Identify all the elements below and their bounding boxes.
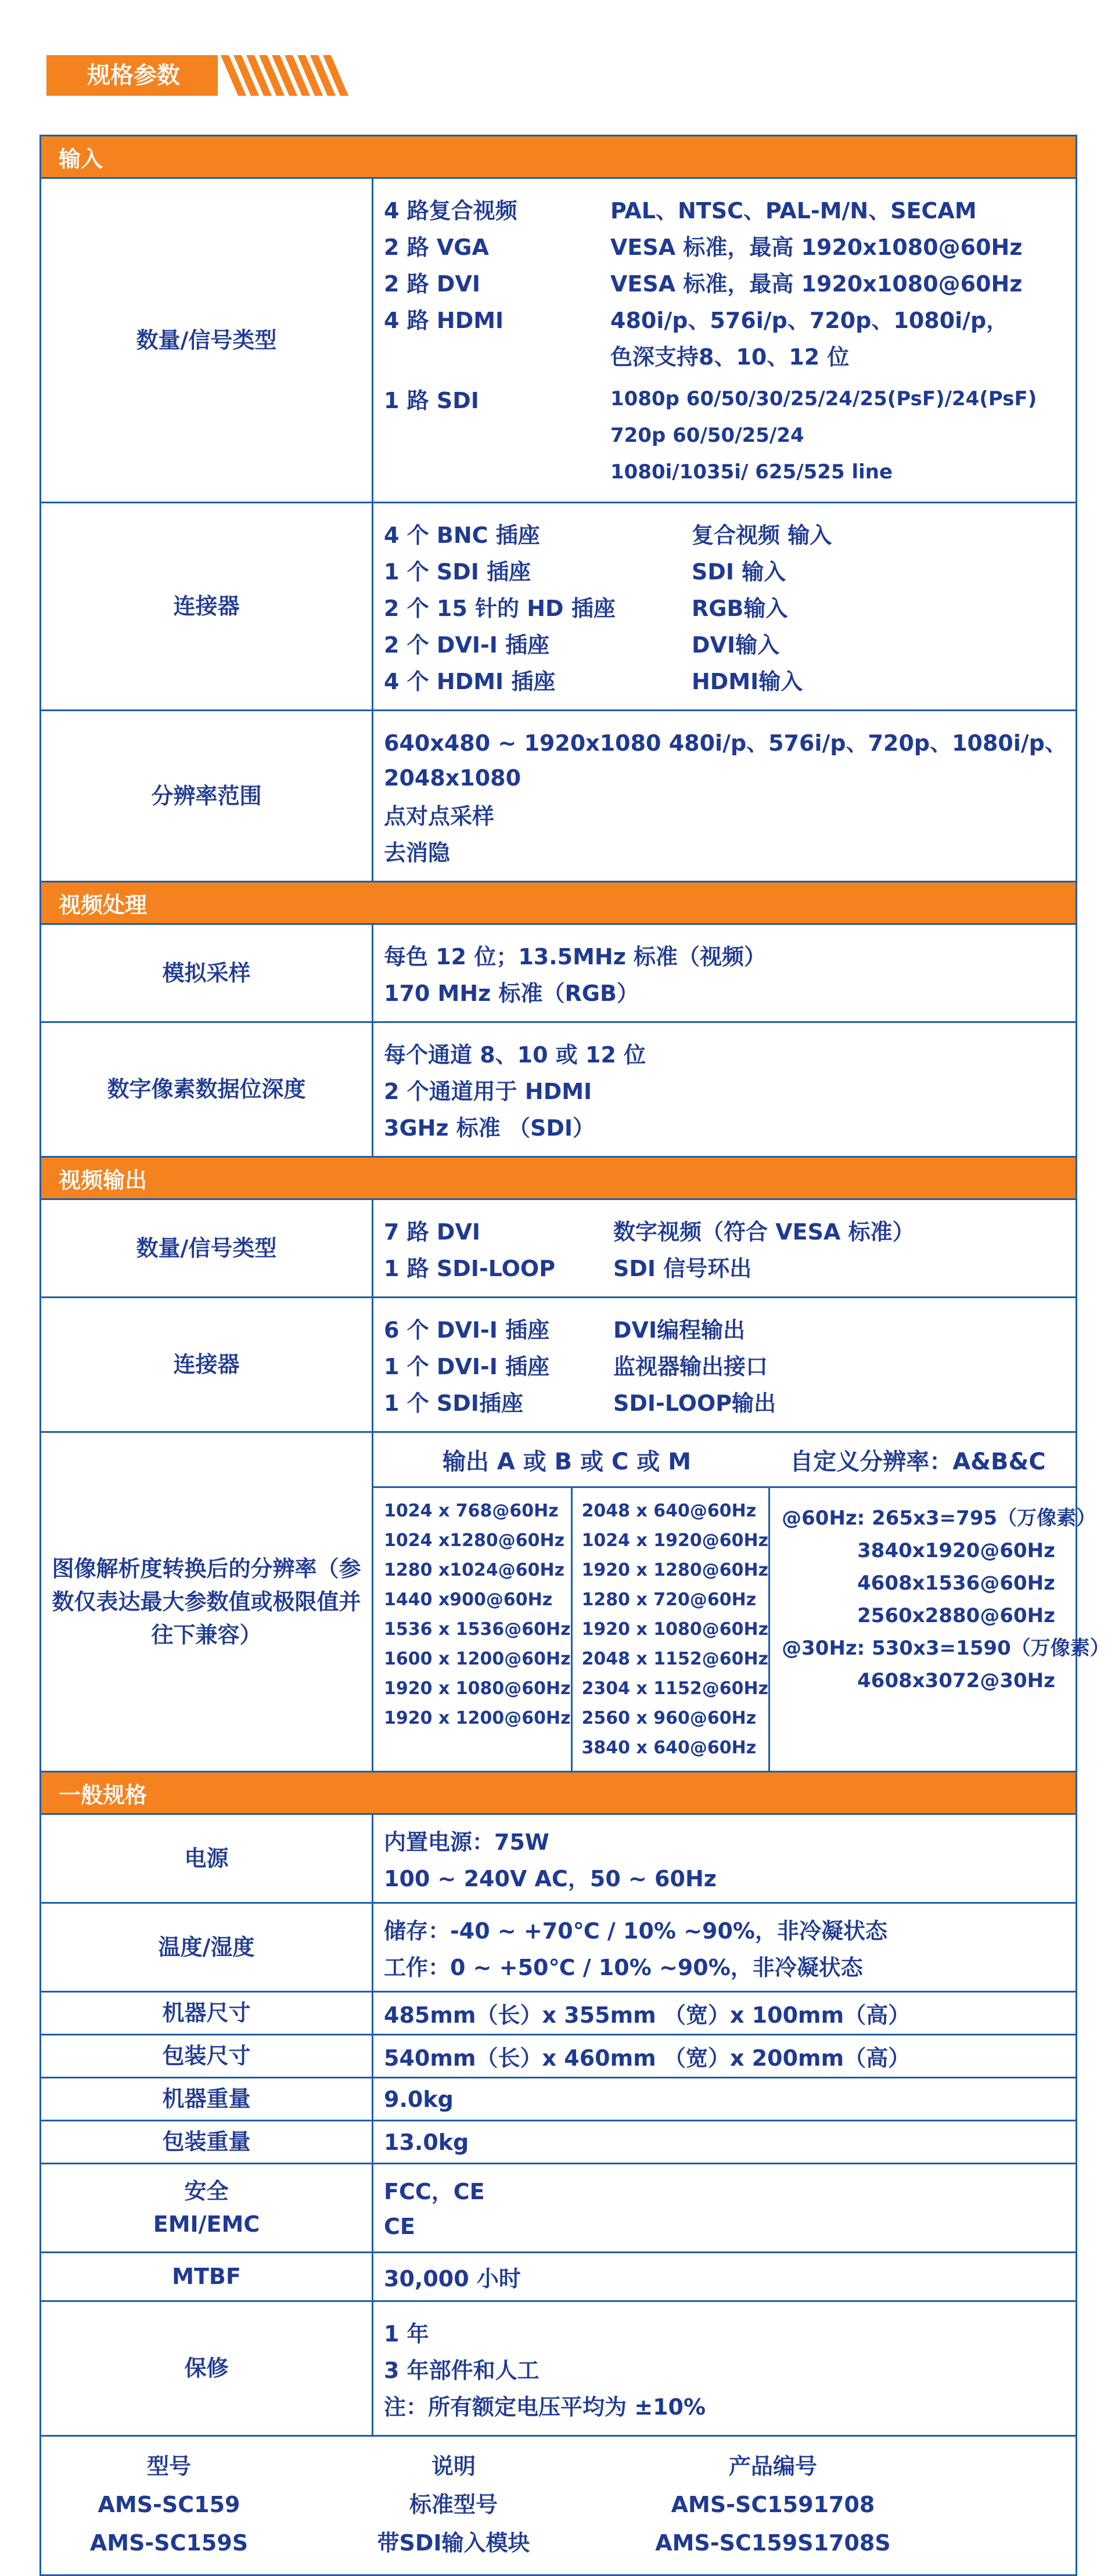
models-row bbox=[41, 2436, 1077, 2575]
warranty-row: 保修 1 年 3 年部件和人工 注：所有额定电压平均为 ±10% bbox=[41, 2301, 1077, 2436]
input-connector-line: 1 个 SDI 插座 SDI 输入 bbox=[384, 559, 786, 585]
input-count-line: 720p 60/50/25/24 bbox=[610, 423, 804, 447]
models-table: 型号 AMS-SC159 AMS-SC159S 说明 标准型号 带SDI输入模块 产品编号 AMS-SC1591708 AMS-SC159S1708S bbox=[89, 2453, 891, 2556]
output-resolution-row bbox=[41, 1432, 1077, 1772]
mtbf-row: MTBF 30,000 小时 bbox=[41, 2253, 1077, 2301]
res-header-left: 输出 A 或 B 或 C 或 M bbox=[442, 1448, 692, 1475]
input-count-row bbox=[41, 178, 1077, 503]
depth-values: 每个通道 8、10 或 12 位 2 个通道用于 HDMI 3GHz 标准 （SDI） bbox=[373, 1022, 1077, 1157]
res-col-custom: @60Hz: 265x3=795（万像素） 3840x1920@60Hz 4608x1536@60Hz 2560x2880@60Hz @30Hz: 530x3=1590（万像素） 4608x3072@30Hz bbox=[782, 1507, 1110, 1692]
temp-row: 温度/湿度 储存：-40 ~ +70℃ / 10% ~90%，非冷凝状态 工作：0 ~ +50℃ / 10% ~90%，非冷凝状态 bbox=[41, 1903, 1077, 1992]
section-input-title: 输入 bbox=[41, 136, 1077, 178]
weight-row: 机器重量 9.0kg bbox=[41, 2078, 1077, 2121]
size-row: 机器尺寸 485mm（长）x 355mm （宽）x 100mm（高） bbox=[41, 1992, 1077, 2035]
output-connector-values: 6 个 DVI-I 插座 DVI编程输出 1 个 DVI-I 插座 监视器输出接口 1 个 SDI插座 SDI-LOOP输出 bbox=[373, 1298, 1077, 1432]
output-resolution-label: 图像解析度转换后的分辨率（参数仅表达最大参数值或极限值并往下兼容） bbox=[41, 1432, 373, 1772]
depth-label: 数字像素数据位深度 bbox=[41, 1022, 373, 1157]
input-connector-line: 2 个 15 针的 HD 插座 RGB输入 bbox=[384, 596, 788, 621]
res-col-a: 1024 x 768@60Hz 1024 x1280@60Hz 1280 x1024@60Hz 1440 x900@60Hz 1536 x 1536@60Hz 1600 x 1200@60Hz 1920 x 1080@60Hz 1920 x 1200@60Hz bbox=[373, 1488, 573, 1771]
spec-table bbox=[39, 135, 1110, 2576]
input-count-line: 2 路 DVI VESA 标准，最高 1920x1080@60Hz bbox=[384, 271, 1023, 297]
pack-weight-row: 包装重量 13.0kg bbox=[41, 2121, 1077, 2164]
section-video-output-title: 视频输出 bbox=[41, 1157, 1077, 1199]
section-general bbox=[41, 1772, 1077, 1814]
res-header-right: 自定义分辨率：A&B&C bbox=[790, 1448, 1046, 1475]
sampling-row bbox=[41, 924, 1077, 1022]
res-col-b: 2048 x 640@60Hz 1024 x 1920@60Hz 1920 x 1280@60Hz 1280 x 720@60Hz 1920 x 1080@60Hz 2048 x 1152@60Hz 2304 x 1152@60Hz 2560 x 960@60Hz 3840 x 640@60Hz bbox=[573, 1488, 771, 1771]
input-connector-line: 4 个 HDMI 插座 HDMI输入 bbox=[384, 669, 803, 694]
section-video-output bbox=[41, 1157, 1077, 1199]
input-count-line: 1 路 SDI 1080p 60/50/30/25/24/25(PsF)/24(PsF) bbox=[384, 387, 1037, 413]
power-row: 电源 内置电源：75W 100 ~ 240V AC，50 ~ 60Hz bbox=[41, 1814, 1077, 1903]
section-input bbox=[41, 136, 1077, 178]
section-video-processing-title: 视频处理 bbox=[41, 882, 1077, 924]
input-connector-label: 连接器 bbox=[41, 503, 373, 711]
section-video-processing bbox=[41, 882, 1077, 924]
output-resolution-values bbox=[373, 1432, 1110, 1772]
input-resolution-values: 640x480 ~ 1920x1080 480i/p、576i/p、720p、1080i/p、 2048x1080 点对点采样 去消隐 bbox=[373, 711, 1077, 882]
input-connector-line: 4 个 BNC 插座 复合视频 输入 bbox=[384, 523, 832, 548]
pack-size-row: 包装尺寸 540mm（长）x 460mm （宽）x 200mm（高） bbox=[41, 2035, 1077, 2078]
safety-row: 安全 EMI/EMC FCC，CE CE bbox=[41, 2164, 1077, 2253]
sampling-label: 模拟采样 bbox=[41, 924, 373, 1022]
input-count-label: 数量/信号类型 bbox=[41, 178, 373, 503]
depth-row bbox=[41, 1022, 1077, 1157]
input-count-line: 2 路 VGA VESA 标准，最高 1920x1080@60Hz bbox=[384, 235, 1023, 260]
output-count-values: 7 路 DVI 数字视频（符合 VESA 标准） 1 路 SDI-LOOP SDI 信号环出 bbox=[373, 1199, 1077, 1298]
input-resolution-row bbox=[41, 711, 1077, 882]
output-connector-label: 连接器 bbox=[41, 1298, 373, 1432]
output-count-label: 数量/信号类型 bbox=[41, 1199, 373, 1298]
input-count-line: 4 路 HDMI 480i/p、576i/p、720p、1080i/p， bbox=[384, 308, 1009, 333]
input-connector-values bbox=[373, 503, 1077, 711]
input-connector-row bbox=[41, 503, 1077, 711]
section-title-tag bbox=[46, 55, 325, 96]
input-count-line: 1080i/1035i/ 625/525 line bbox=[610, 460, 893, 484]
output-connector-row bbox=[41, 1298, 1077, 1432]
input-connector-line: 2 个 DVI-I 插座 DVI输入 bbox=[384, 632, 780, 658]
page-title: 规格参数 bbox=[46, 55, 218, 96]
output-count-row bbox=[41, 1199, 1077, 1298]
input-count-values bbox=[373, 178, 1077, 503]
stripe-decoration bbox=[221, 55, 372, 96]
section-general-title: 一般规格 bbox=[41, 1772, 1077, 1814]
sampling-values: 每色 12 位；13.5MHz 标准（视频） 170 MHz 标准（RGB） bbox=[373, 924, 1077, 1022]
input-count-line: 色深支持8、10、12 位 bbox=[610, 344, 850, 370]
input-resolution-label: 分辨率范围 bbox=[41, 711, 373, 882]
input-count-line: 4 路复合视频 PAL、NTSC、PAL-M/N、SECAM bbox=[384, 198, 977, 224]
